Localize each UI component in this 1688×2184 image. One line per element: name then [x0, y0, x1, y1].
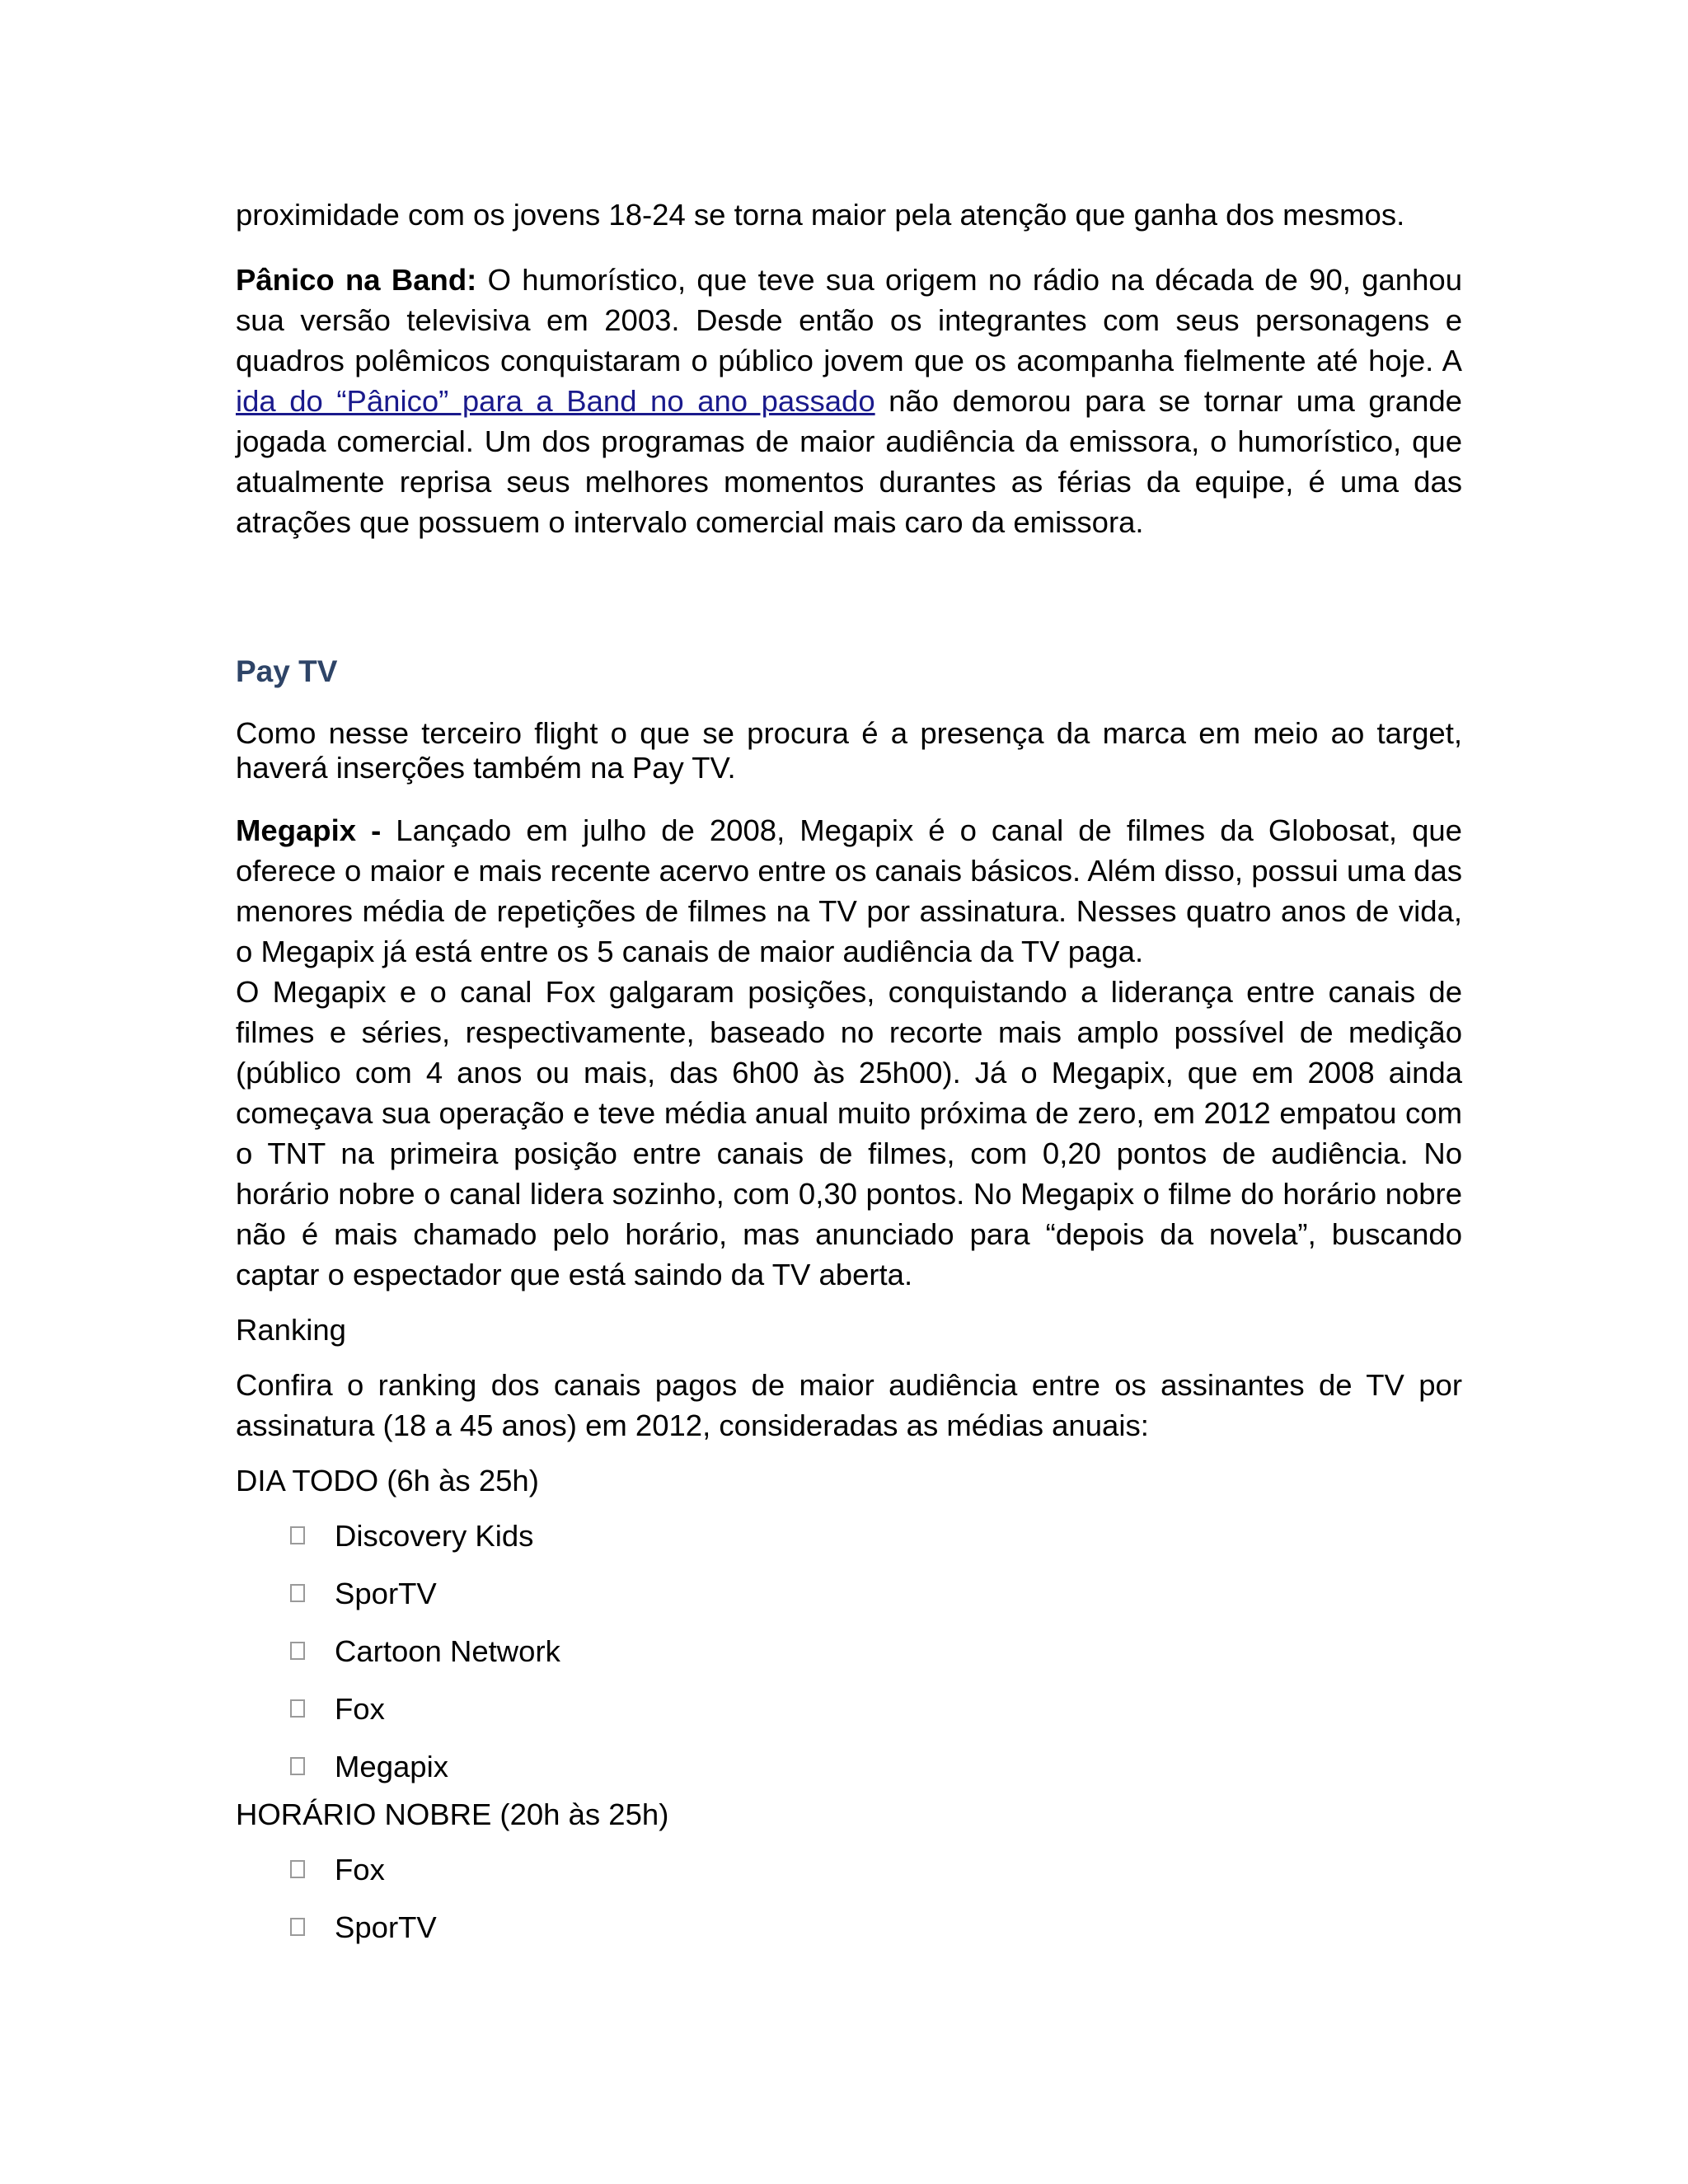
list-item [236, 1746, 1462, 1788]
panico-text-before-link: O humorístico, que teve sua origem no rádio na década de 90, ganhou sua versão televisiva em 2003. Desde então os integrantes com seus personagens e quadros polêmicos conquistaram o público jovem que os acompanha fielmente até hoje. A [236, 263, 1462, 377]
checkbox-square-icon [290, 1918, 305, 1936]
section-spacer [236, 567, 1462, 651]
checkbox-square-icon [290, 1860, 305, 1878]
checkbox-square-icon [290, 1642, 305, 1660]
panico-paragraph [236, 260, 1462, 542]
checkbox-square-icon [290, 1699, 305, 1718]
list-item [236, 1849, 1462, 1907]
channel-name: Fox [335, 1692, 385, 1726]
list-item [236, 1689, 1462, 1746]
megapix-paragraph-2: O Megapix e o canal Fox galgaram posições, conquistando a liderança entre canais de filmes e séries, respectivamente, baseado no recorte mais amplo possível de medição (público com 4 anos ou mais, das 6h00 às 25h00). Já o Megapix, que em 2008 ainda começava sua operação e teve média anual muito próxima de zero, em 2012 empatou com o TNT na primeira posição entre canais de filmes, com 0,20 pontos de audiência. No horário nobre o canal lidera sozinho, com 0,30 pontos. No Megapix o filme do horário nobre não é mais chamado pelo horário, mas anunciado para “depois da novela”, buscando captar o espectador que está saindo da TV aberta. [236, 975, 1462, 1291]
horario-nobre-label: HORÁRIO NOBRE (20h às 25h) [236, 1797, 669, 1831]
channel-name: Discovery Kids [335, 1519, 534, 1553]
panico-title: Pânico na Band: [236, 263, 477, 297]
megapix-text-1: Lançado em julho de 2008, Megapix é o canal de filmes da Globosat, que oferece o maior e mais recente acervo entre os canais básicos. Além disso, possui uma das menores média de repetições de filmes na TV por assinatura. Nesses quatro anos de vida, o Megapix já está entre os 5 canais de maior audiência da TV paga. [236, 813, 1462, 968]
channel-name: Megapix [335, 1750, 448, 1783]
document-content [236, 194, 1462, 1971]
dia-todo-label: DIA TODO (6h às 25h) [236, 1464, 539, 1497]
dia-todo-list [236, 1516, 1462, 1788]
list-item [236, 1516, 1462, 1573]
ranking-intro: Confira o ranking dos canais pagos de maior audiência entre os assinantes de TV por assinatura (18 a 45 anos) em 2012, consideradas as médias anuais: [236, 1368, 1462, 1442]
list-item [236, 1573, 1462, 1631]
channel-name: SporTV [335, 1577, 437, 1610]
intro-line: proximidade com os jovens 18-24 se torna maior pela atenção que ganha dos mesmos. [236, 198, 1405, 232]
channel-name: SporTV [335, 1910, 437, 1944]
list-item [236, 1631, 1462, 1689]
channel-name: Fox [335, 1853, 385, 1886]
checkbox-square-icon [290, 1584, 305, 1602]
checkbox-square-icon [290, 1526, 305, 1544]
ranking-label: Ranking [236, 1313, 346, 1347]
paytv-heading: Pay TV [236, 654, 338, 688]
panico-text-after-link: não demorou para se tornar uma grande jogada comercial. Um dos programas de maior audiência da emissora, o humorístico, que atualmente reprisa seus melhores momentos durantes as férias da equipe, é uma das atrações que possuem o intervalo comercial mais caro da emissora. [236, 384, 1462, 539]
megapix-title: Megapix - [236, 813, 382, 847]
channel-name: Cartoon Network [335, 1634, 560, 1668]
panico-band-link[interactable]: ida do “Pânico” para a Band no ano passado [236, 384, 875, 418]
megapix-paragraph-1 [236, 810, 1462, 972]
checkbox-square-icon [290, 1757, 305, 1775]
horario-nobre-list [236, 1849, 1462, 1965]
paytv-intro: Como nesse terceiro flight o que se procura é a presença da marca em meio ao target, haverá inserções também na Pay TV. [236, 716, 1462, 785]
list-item [236, 1907, 1462, 1965]
